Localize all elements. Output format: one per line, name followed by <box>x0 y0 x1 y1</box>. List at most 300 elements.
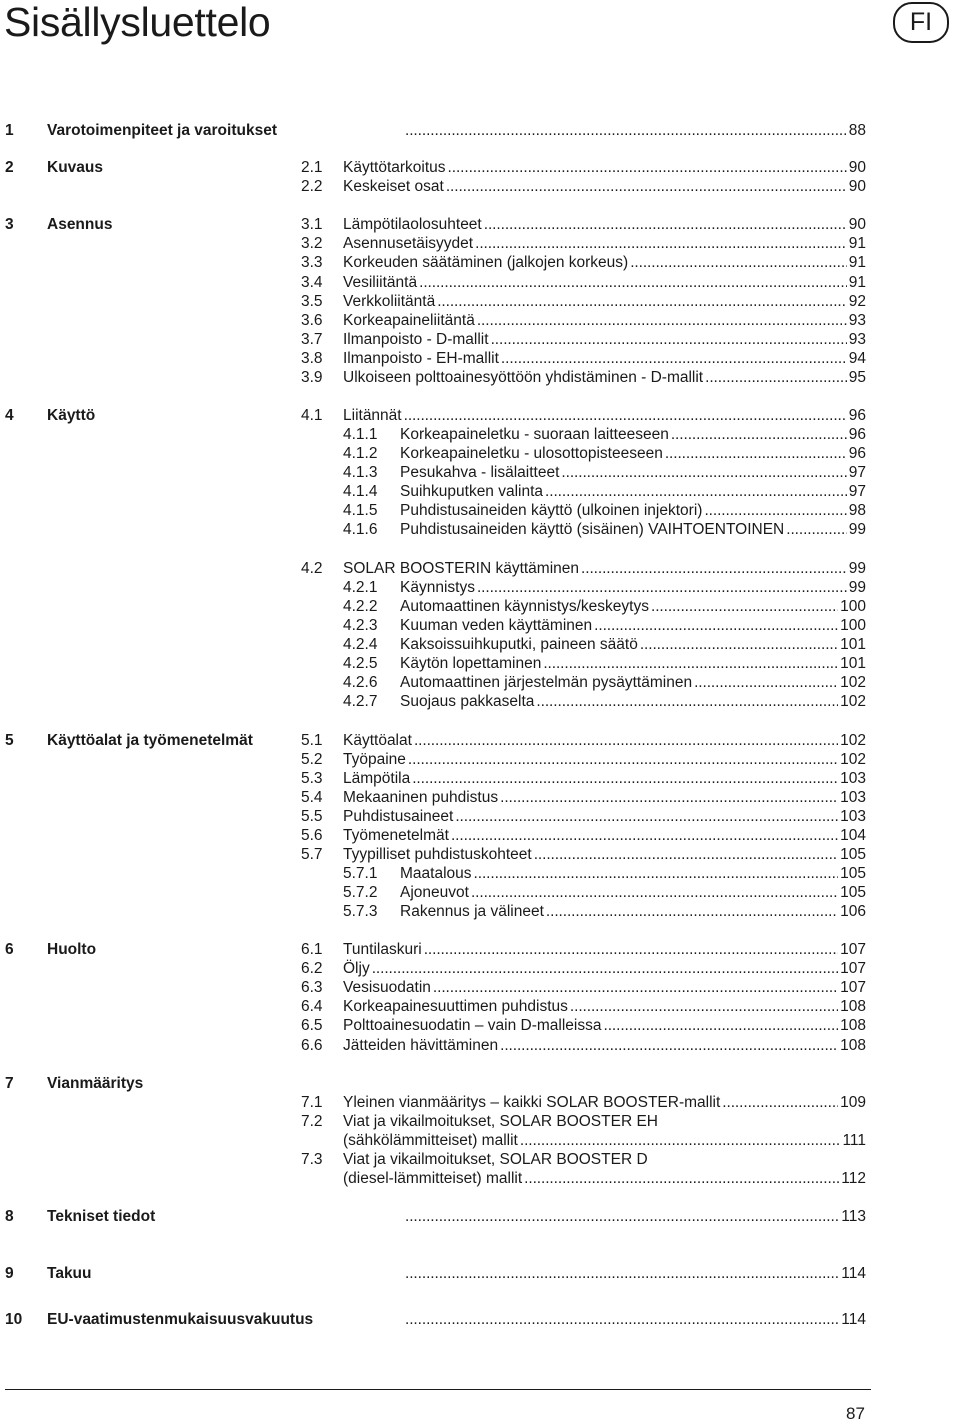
toc-row <box>0 368 960 387</box>
page-ref: 93 <box>848 312 866 329</box>
toc-entry[interactable] <box>343 940 866 959</box>
toc-row <box>0 826 960 845</box>
toc-row <box>0 349 960 368</box>
section-title: Takuu <box>47 1265 92 1282</box>
entry-title: (diesel-lämmitteiset) mallit <box>343 1170 523 1187</box>
entry-title: Ulkoiseen polttoainesyöttöön yhdistäminen - D-mallit <box>343 369 704 386</box>
page-ref: 109 <box>840 1094 866 1111</box>
section-number: 2 <box>5 159 14 176</box>
entry-title: Automaattinen järjestelmän pysäyttäminen <box>400 674 693 691</box>
dot-leader <box>451 826 838 845</box>
toc-row <box>0 997 960 1016</box>
page-ref: 90 <box>848 159 866 176</box>
toc-entry[interactable] <box>343 1016 866 1035</box>
page-ref: 107 <box>840 960 866 977</box>
dot-leader <box>471 883 838 902</box>
page-title: Sisällysluettelo <box>4 0 271 45</box>
dot-leader <box>372 959 838 978</box>
dot-leader <box>424 940 838 959</box>
dot-leader <box>405 121 847 140</box>
toc-row <box>0 788 960 807</box>
dot-leader <box>408 750 838 769</box>
entry-number: 3.9 <box>301 369 323 386</box>
toc-entry[interactable] <box>343 1150 866 1169</box>
entry-number: 5.5 <box>301 808 323 825</box>
page-ref: 103 <box>840 808 866 825</box>
page-ref: 104 <box>840 827 866 844</box>
section-title: Tekniset tiedot <box>47 1208 156 1225</box>
toc-entry[interactable] <box>400 616 866 635</box>
toc-entry[interactable] <box>403 1207 866 1226</box>
page-ref: 99 <box>848 579 866 596</box>
entry-title: Käyttöalat <box>343 732 412 749</box>
entry-number: 3.3 <box>301 254 323 271</box>
page-ref: 106 <box>840 903 866 920</box>
section-number: 3 <box>5 216 14 233</box>
dot-leader <box>419 273 847 292</box>
dot-leader <box>536 692 838 711</box>
toc-entry[interactable] <box>403 121 866 140</box>
toc-row <box>0 177 960 196</box>
toc-entry[interactable] <box>400 864 866 883</box>
toc-entry[interactable] <box>343 997 866 1016</box>
entry-number: 7.1 <box>301 1094 323 1111</box>
toc-entry[interactable] <box>343 177 866 196</box>
toc-row <box>0 883 960 902</box>
page-ref: 102 <box>840 674 866 691</box>
toc-row <box>0 1093 960 1112</box>
entry-number: 2.2 <box>301 178 323 195</box>
page-ref: 90 <box>848 216 866 233</box>
toc-entry[interactable] <box>343 559 866 578</box>
dot-leader <box>534 845 838 864</box>
toc-entry[interactable] <box>400 883 866 902</box>
section-title: Vianmääritys <box>47 1075 144 1092</box>
toc-entry[interactable] <box>400 578 866 597</box>
page-ref: 100 <box>840 617 866 634</box>
toc-row <box>0 750 960 769</box>
page-ref: 99 <box>848 560 866 577</box>
toc-row <box>0 769 960 788</box>
entry-number: 6.6 <box>301 1037 323 1054</box>
language-badge: FI <box>893 2 949 43</box>
page-ref: 97 <box>848 483 866 500</box>
toc-entry[interactable] <box>400 654 866 673</box>
entry-title: Puhdistusaineiden käyttö (ulkoinen injektori) <box>400 502 703 519</box>
toc-row <box>0 425 960 444</box>
entry-number: 4.1.2 <box>343 445 378 462</box>
toc-entry[interactable] <box>343 978 866 997</box>
entry-number: 5.7 <box>301 846 323 863</box>
entry-title: Lämpötilaolosuhteet <box>343 216 482 233</box>
page-ref: 91 <box>848 274 866 291</box>
page-number: 87 <box>846 1404 865 1423</box>
entry-number: 4.1.3 <box>343 464 378 481</box>
page-ref: 96 <box>848 426 866 443</box>
toc-row <box>0 234 960 253</box>
entry-title: Rakennus ja välineet <box>400 903 544 920</box>
toc-row <box>0 121 960 140</box>
toc-entry[interactable] <box>343 406 866 425</box>
section-title: EU-vaatimustenmukaisuusvakuutus <box>47 1311 314 1328</box>
toc-row <box>0 559 960 578</box>
toc-row <box>0 1016 960 1035</box>
section-number: 10 <box>5 1311 23 1328</box>
entry-title: Ajoneuvot <box>400 884 469 901</box>
toc-row <box>0 654 960 673</box>
entry-title: (sähkölämmitteiset) mallit <box>343 1132 518 1149</box>
page-ref: 101 <box>840 655 866 672</box>
page-ref: 91 <box>848 254 866 271</box>
entry-title: Ilmanpoisto - D-mallit <box>343 331 489 348</box>
toc-row <box>0 215 960 234</box>
section-title: Huolto <box>47 941 97 958</box>
entry-number: 4.1.4 <box>343 483 378 500</box>
entry-number: 5.2 <box>301 751 323 768</box>
toc-row <box>0 731 960 750</box>
toc-row <box>0 692 960 711</box>
dot-leader <box>414 731 838 750</box>
toc-entry[interactable] <box>400 520 866 539</box>
entry-number: 6.3 <box>301 979 323 996</box>
page-ref: 96 <box>848 445 866 462</box>
entry-title: Kuuman veden käyttäminen <box>400 617 593 634</box>
entry-number: 6.4 <box>301 998 323 1015</box>
entry-title: Käyttötarkoitus <box>343 159 446 176</box>
toc-row <box>0 1207 960 1226</box>
dot-leader <box>786 520 847 539</box>
page-ref: 107 <box>840 941 866 958</box>
entry-title: Puhdistusaineiden käyttö (sisäinen) VAIHTOENTOINEN <box>400 521 785 538</box>
entry-number: 5.7.3 <box>343 903 378 920</box>
toc-row <box>0 158 960 177</box>
page-ref: 96 <box>848 407 866 424</box>
entry-number: 4.2.2 <box>343 598 378 615</box>
entry-number: 5.1 <box>301 732 323 749</box>
dot-leader <box>477 578 847 597</box>
dot-leader <box>694 673 838 692</box>
entry-number: 6.5 <box>301 1017 323 1034</box>
entry-number: 4.2.5 <box>343 655 378 672</box>
dot-leader <box>500 788 838 807</box>
toc-row <box>0 1150 960 1169</box>
dot-leader <box>474 864 839 883</box>
toc-row <box>0 463 960 482</box>
entry-title: Tyypilliset puhdistuskohteet <box>343 846 532 863</box>
dot-leader <box>545 482 847 501</box>
toc-entry[interactable] <box>400 425 866 444</box>
entry-number: 4.2.1 <box>343 579 378 596</box>
dot-leader <box>561 463 846 482</box>
dot-leader <box>405 1207 839 1226</box>
toc-row <box>0 330 960 349</box>
entry-title: Liitännät <box>343 407 402 424</box>
entry-number: 5.4 <box>301 789 323 806</box>
toc-entry[interactable] <box>400 635 866 654</box>
entry-number: 2.1 <box>301 159 323 176</box>
toc-row <box>0 1169 960 1188</box>
toc-entry[interactable] <box>343 1093 866 1112</box>
toc-entry[interactable] <box>400 501 866 520</box>
dot-leader <box>405 1264 839 1283</box>
page-ref: 108 <box>840 1017 866 1034</box>
dot-leader <box>524 1169 839 1188</box>
dot-leader <box>603 1016 838 1035</box>
toc-entry[interactable] <box>400 597 866 616</box>
toc-row <box>0 978 960 997</box>
toc-entry[interactable] <box>343 731 866 750</box>
toc-entry[interactable] <box>343 1036 866 1055</box>
entry-title: Pesukahva - lisälaitteet <box>400 464 560 481</box>
page-ref: 101 <box>840 636 866 653</box>
section-number: 8 <box>5 1208 14 1225</box>
entry-title: Tuntilaskuri <box>343 941 422 958</box>
dot-leader <box>405 1310 839 1329</box>
toc-row <box>0 520 960 539</box>
entry-title: Viat ja vikailmoitukset, SOLAR BOOSTER D <box>343 1151 648 1168</box>
toc-entry[interactable] <box>343 826 866 845</box>
entry-number: 4.1.5 <box>343 502 378 519</box>
toc-entry[interactable] <box>343 234 866 253</box>
entry-title: Työpaine <box>343 751 406 768</box>
entry-title: Korkeapaineliitäntä <box>343 312 475 329</box>
toc-entry[interactable] <box>343 253 866 272</box>
toc-entry[interactable] <box>343 1112 866 1131</box>
dot-leader <box>570 997 838 1016</box>
section-number: 5 <box>5 732 14 749</box>
toc-entry[interactable] <box>343 1131 866 1150</box>
dot-leader <box>412 769 838 788</box>
page-ref: 107 <box>840 979 866 996</box>
dot-leader <box>446 177 847 196</box>
dot-leader <box>665 444 847 463</box>
toc-row <box>0 902 960 921</box>
entry-title: Työmenetelmät <box>343 827 449 844</box>
toc-row <box>0 635 960 654</box>
entry-number: 3.8 <box>301 350 323 367</box>
entry-title: Käynnistys <box>400 579 475 596</box>
entry-number: 4.2.7 <box>343 693 378 710</box>
section-number: 9 <box>5 1265 14 1282</box>
toc-row <box>0 578 960 597</box>
dot-leader <box>722 1093 838 1112</box>
entry-title: Yleinen vianmääritys – kaikki SOLAR BOOSTER-mallit <box>343 1094 721 1111</box>
entry-title: Korkeapainesuuttimen puhdistus <box>343 998 568 1015</box>
footer-divider <box>5 1389 871 1390</box>
entry-title: Mekaaninen puhdistus <box>343 789 499 806</box>
entry-number: 7.2 <box>301 1113 323 1130</box>
page-ref: 105 <box>840 884 866 901</box>
entry-number: 6.1 <box>301 941 323 958</box>
page-ref: 103 <box>840 789 866 806</box>
page-ref: 103 <box>840 770 866 787</box>
entry-number: 4.1.6 <box>343 521 378 538</box>
entry-number: 3.2 <box>301 235 323 252</box>
page-ref: 99 <box>848 521 866 538</box>
toc-entry[interactable] <box>403 1310 866 1329</box>
toc-entry[interactable] <box>343 292 866 311</box>
toc-entry[interactable] <box>343 349 866 368</box>
page-ref: 112 <box>841 1170 866 1187</box>
toc-entry[interactable] <box>343 1169 866 1188</box>
dot-leader <box>433 978 838 997</box>
page-ref: 114 <box>841 1265 866 1282</box>
toc-row <box>0 311 960 330</box>
toc-entry[interactable] <box>400 482 866 501</box>
dot-leader <box>455 807 838 826</box>
entry-title: Suojaus pakkaselta <box>400 693 535 710</box>
entry-title: Jätteiden hävittäminen <box>343 1037 499 1054</box>
section-title: Asennus <box>47 216 113 233</box>
toc-entry[interactable] <box>343 330 866 349</box>
dot-leader <box>671 425 847 444</box>
dot-leader <box>651 597 838 616</box>
page-ref: 111 <box>842 1132 866 1149</box>
toc-entry[interactable] <box>400 902 866 921</box>
toc-entry[interactable] <box>343 215 866 234</box>
section-title: Varotoimenpiteet ja varoitukset <box>47 122 277 139</box>
entry-number: 3.1 <box>301 216 323 233</box>
toc-row <box>0 406 960 425</box>
section-number: 7 <box>5 1075 14 1092</box>
dot-leader <box>501 349 847 368</box>
toc-entry[interactable] <box>403 1264 866 1283</box>
page-ref: 93 <box>848 331 866 348</box>
toc-entry[interactable] <box>343 788 866 807</box>
toc-entry[interactable] <box>343 273 866 292</box>
entry-title: Suihkuputken valinta <box>400 483 544 500</box>
toc-row <box>0 1264 960 1283</box>
entry-title: Kaksoissuihkuputki, paineen säätö <box>400 636 638 653</box>
entry-number: 4.2.3 <box>343 617 378 634</box>
toc-entry[interactable] <box>400 463 866 482</box>
toc-entry[interactable] <box>343 769 866 788</box>
entry-title: Automaattinen käynnistys/keskeytys <box>400 598 649 615</box>
dot-leader <box>500 1036 838 1055</box>
entry-number: 4.1.1 <box>343 426 378 443</box>
dot-leader <box>594 616 838 635</box>
page-ref: 105 <box>840 865 866 882</box>
dot-leader <box>484 215 847 234</box>
toc-entry[interactable] <box>400 444 866 463</box>
page-ref: 100 <box>840 598 866 615</box>
dot-leader <box>630 253 847 272</box>
page-ref: 97 <box>848 464 866 481</box>
toc-entry[interactable] <box>400 673 866 692</box>
entry-number: 3.7 <box>301 331 323 348</box>
entry-title: Verkkoliitäntä <box>343 293 436 310</box>
toc-row <box>0 597 960 616</box>
toc-row <box>0 1131 960 1150</box>
dot-leader <box>705 368 847 387</box>
toc-row <box>0 1310 960 1329</box>
dot-leader <box>477 311 847 330</box>
page-ref: 91 <box>848 235 866 252</box>
page-ref: 108 <box>840 998 866 1015</box>
section-title: Käyttö <box>47 407 96 424</box>
dot-leader <box>546 902 838 921</box>
dot-leader <box>704 501 846 520</box>
entry-number: 4.2.4 <box>343 636 378 653</box>
toc-row <box>0 845 960 864</box>
dot-leader <box>475 234 847 253</box>
entry-title: Lämpötila <box>343 770 411 787</box>
toc-row <box>0 1112 960 1131</box>
entry-title: SOLAR BOOSTERIN käyttäminen <box>343 560 580 577</box>
toc-row <box>0 807 960 826</box>
dot-leader <box>404 406 847 425</box>
entry-title: Viat ja vikailmoitukset, SOLAR BOOSTER EH <box>343 1113 658 1130</box>
entry-title: Korkeapaineletku - suoraan laitteeseen <box>400 426 669 443</box>
toc-row <box>0 959 960 978</box>
entry-number: 3.6 <box>301 312 323 329</box>
dot-leader <box>491 330 847 349</box>
page-ref: 102 <box>840 732 866 749</box>
entry-title: Vesisuodatin <box>343 979 431 996</box>
section-title: Käyttöalat ja työmenetelmät <box>47 732 253 749</box>
entry-number: 7.3 <box>301 1151 323 1168</box>
entry-title: Puhdistusaineet <box>343 808 454 825</box>
entry-number: 5.6 <box>301 827 323 844</box>
toc-entry[interactable] <box>343 807 866 826</box>
entry-number: 4.2.6 <box>343 674 378 691</box>
toc-entry[interactable] <box>343 158 866 177</box>
entry-number: 5.3 <box>301 770 323 787</box>
toc-entry[interactable] <box>343 311 866 330</box>
toc-row <box>0 864 960 883</box>
dot-leader <box>520 1131 841 1150</box>
section-number: 6 <box>5 941 14 958</box>
entry-number: 5.7.2 <box>343 884 378 901</box>
page-ref: 90 <box>848 178 866 195</box>
entry-number: 6.2 <box>301 960 323 977</box>
toc-entry[interactable] <box>343 845 866 864</box>
page-ref: 88 <box>848 122 866 139</box>
dot-leader <box>448 158 847 177</box>
toc-entry[interactable] <box>400 692 866 711</box>
section-title: Kuvaus <box>47 159 103 176</box>
toc-row <box>0 501 960 520</box>
toc-row <box>0 616 960 635</box>
entry-number: 4.1 <box>301 407 323 424</box>
entry-title: Ilmanpoisto - EH-mallit <box>343 350 499 367</box>
page-ref: 102 <box>840 693 866 710</box>
dot-leader <box>437 292 847 311</box>
toc-row <box>0 1074 960 1093</box>
toc-entry[interactable] <box>343 368 866 387</box>
section-number: 4 <box>5 407 14 424</box>
entry-title: Polttoainesuodatin – vain D-malleissa <box>343 1017 602 1034</box>
section-number: 1 <box>5 122 14 139</box>
entry-title: Korkeapaineletku - ulosottopisteeseen <box>400 445 663 462</box>
dot-leader <box>581 559 847 578</box>
entry-title: Öljy <box>343 960 370 977</box>
page-ref: 95 <box>848 369 866 386</box>
entry-number: 3.5 <box>301 293 323 310</box>
toc-row <box>0 1036 960 1055</box>
toc-row <box>0 253 960 272</box>
page-ref: 114 <box>841 1311 866 1328</box>
page-ref: 92 <box>848 293 866 310</box>
entry-number: 4.2 <box>301 560 323 577</box>
page-ref: 108 <box>840 1037 866 1054</box>
entry-title: Maatalous <box>400 865 472 882</box>
entry-title: Vesiliitäntä <box>343 274 418 291</box>
toc-entry[interactable] <box>343 959 866 978</box>
toc-row <box>0 292 960 311</box>
dot-leader <box>543 654 838 673</box>
toc-entry[interactable] <box>343 750 866 769</box>
